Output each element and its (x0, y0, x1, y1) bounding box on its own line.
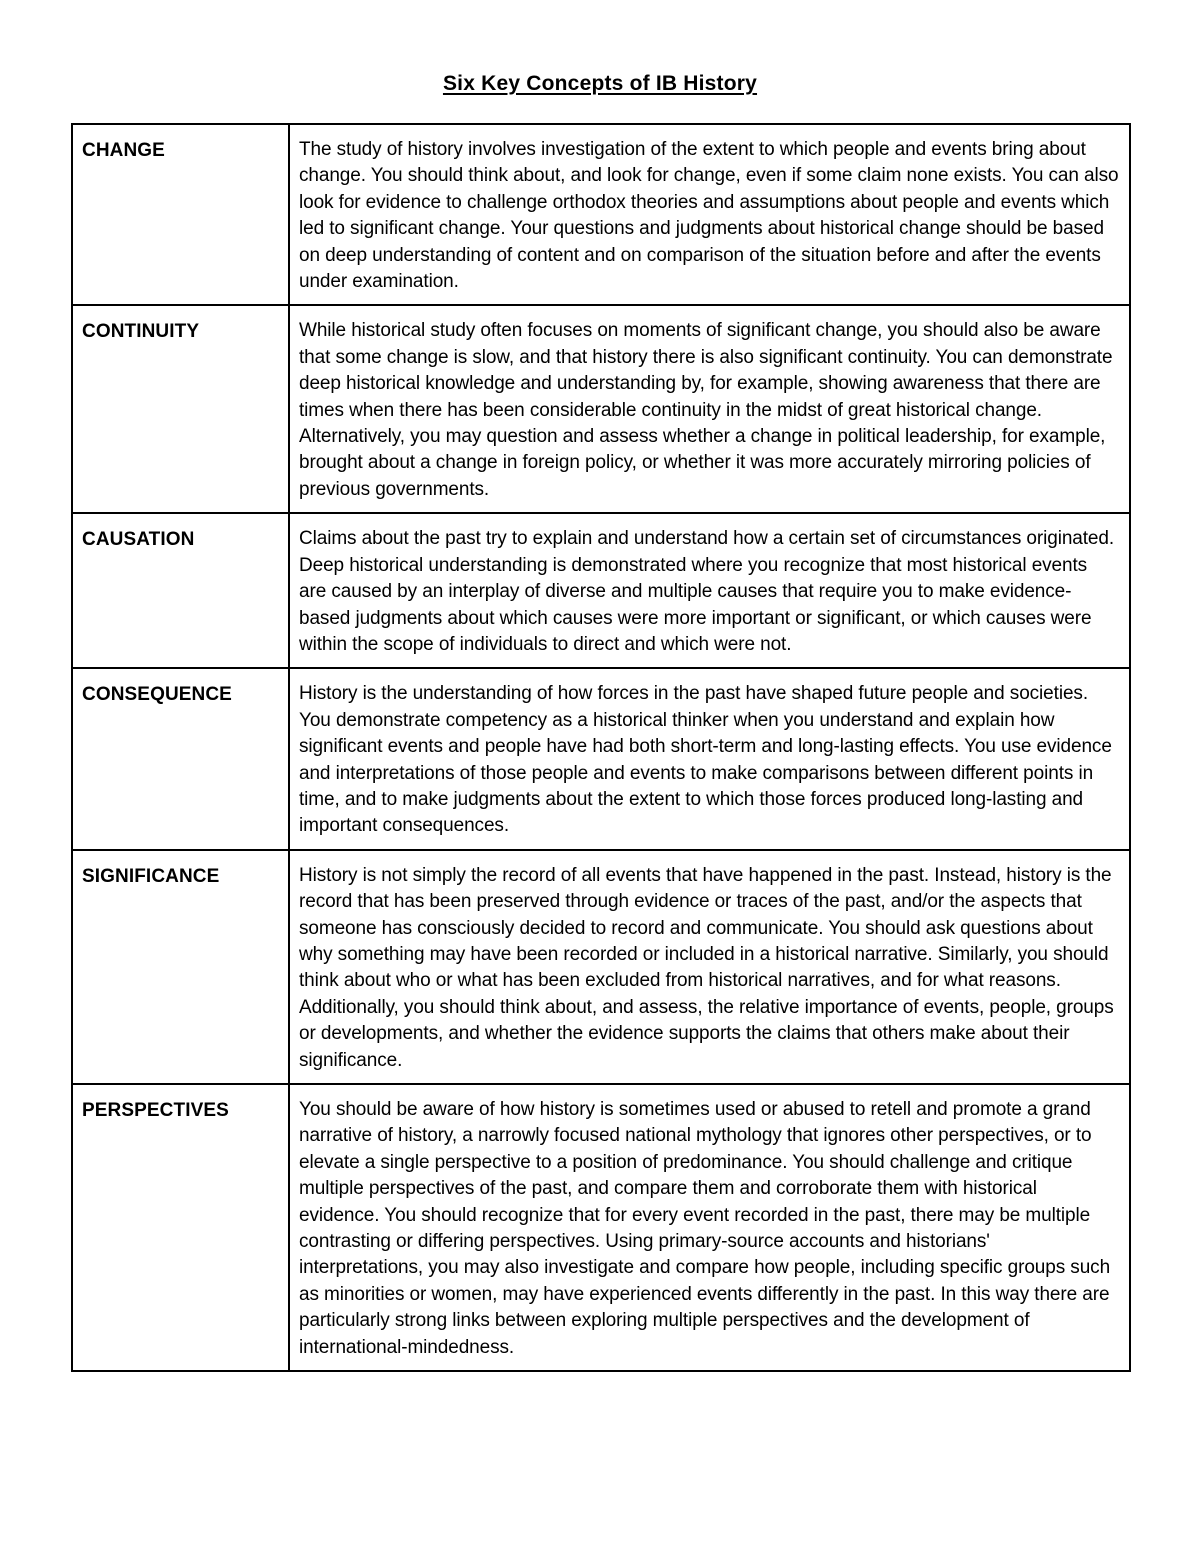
table-row (72, 668, 1130, 849)
page-title: Six Key Concepts of IB History (442, 72, 758, 95)
concept-description: While historical study often focuses on moments of significant change, you should also be aware that some change is slow, and that history there is also significant continuity. You can demonstrate deep historical knowledge and understanding by, for example, showing awareness that there are times when there has been considerable continuity in the midst of great historical change. Alternatively, you may question and assess whether a change in political leadership, for example, brought about a change in foreign policy, or whether it was more accurately mirroring policies of previous governments. (289, 305, 1130, 513)
concept-description: Claims about the past try to explain and understand how a certain set of circumstances originated. Deep historical understanding is demonstrated where you recognize that most historical events are caused by an interplay of diverse and multiple causes that require you to make evidence-based judgments about which causes were more important or significant, or which causes were within the scope of individuals to direct and which were not. (289, 513, 1130, 668)
table-row (72, 1084, 1130, 1371)
concept-description: History is the understanding of how forces in the past have shaped future people and societies. You demonstrate competency as a historical thinker when you understand and explain how significant events and people have had both short-term and long-lasting effects. You use evidence and interpretations of those people and events to make comparisons between different points in time, and to make judgments about the extent to which those forces produced long-lasting and important consequences. (289, 668, 1130, 849)
concepts-table (71, 123, 1131, 1372)
concept-term: CONSEQUENCE (72, 668, 289, 849)
concept-term: CAUSATION (72, 513, 289, 668)
concept-term: PERSPECTIVES (72, 1084, 289, 1371)
concept-term: SIGNIFICANCE (72, 850, 289, 1084)
table-row (72, 124, 1130, 305)
concept-description: History is not simply the record of all events that have happened in the past. Instead, history is the record that has been preserved through evidence or traces of the past, and/or the aspects that someone has consciously decided to record and communicate. You should ask questions about why something may have been recorded or included in a historical narrative. Similarly, you should think about who or what has been excluded from historical narratives, and for what reasons. Additionally, you should think about, and assess, the relative importance of events, people, groups or developments, and whether the evidence supports the claims that others make about their significance. (289, 850, 1130, 1084)
table-row (72, 513, 1130, 668)
concept-description: You should be aware of how history is sometimes used or abused to retell and promote a grand narrative of history, a narrowly focused national mythology that ignores other perspectives, or to elevate a single perspective to a position of predominance. You should challenge and critique multiple perspectives of the past, and compare them and corroborate them with historical evidence. You should recognize that for every event recorded in the past, there may be multiple contrasting or differing perspectives. Using primary-source accounts and historians' interpretations, you may also investigate and compare how people, including specific groups such as minorities or women, may have experienced events differently in the past. In this way there are particularly strong links between exploring multiple perspectives and the development of international-mindedness. (289, 1084, 1130, 1371)
concept-description: The study of history involves investigation of the extent to which people and events bring about change. You should think about, and look for change, even if some claim none exists. You can also look for evidence to challenge orthodox theories and assumptions about people and events which led to significant change. Your questions and judgments about historical change should be based on deep understanding of content and on comparison of the situation before and after the events under examination. (289, 124, 1130, 305)
table-row (72, 850, 1130, 1084)
concept-term: CHANGE (72, 124, 289, 305)
concept-term: CONTINUITY (72, 305, 289, 513)
table-row (72, 305, 1130, 513)
